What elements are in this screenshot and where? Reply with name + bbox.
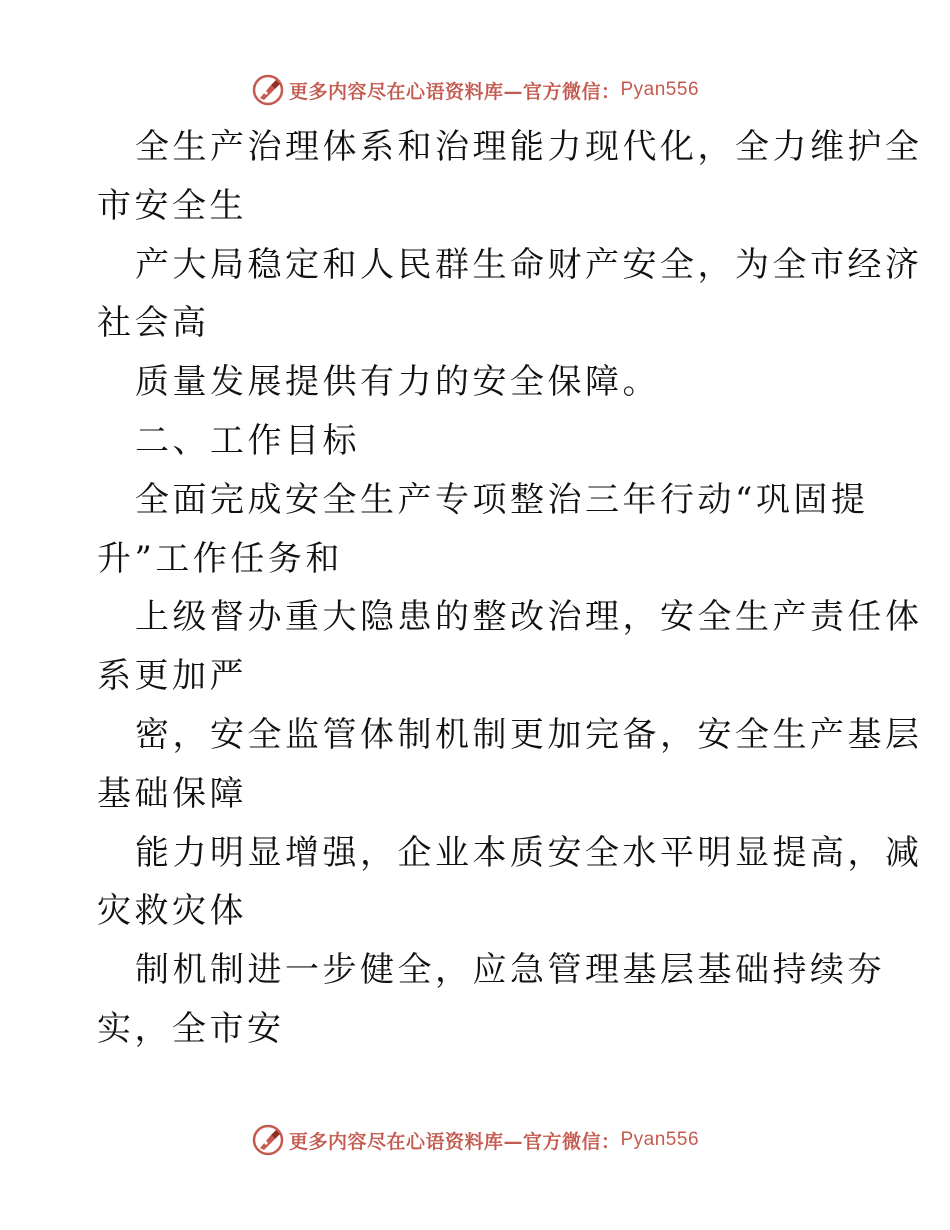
body-line: 灾救灾体 — [97, 891, 247, 932]
footer-banner — [0, 1120, 950, 1160]
body-line: 产大局稳定和人民群生命财产安全，为全市经济 — [135, 244, 923, 285]
body-line: 升”工作任务和 — [97, 538, 343, 579]
pen-nib-logo-icon — [251, 73, 285, 107]
header-banner — [0, 70, 950, 110]
pen-nib-logo-icon — [251, 1123, 285, 1157]
body-line: 质量发展提供有力的安全保障。 — [135, 362, 660, 403]
body-line: 全生产治理体系和治理能力现代化，全力维护全 — [135, 127, 923, 167]
banner-text: 更多内容尽在心语资料库—官方微信： — [288, 1130, 621, 1153]
body-line: 市安全生 — [97, 185, 247, 226]
body-line: 能力明显增强，企业本质安全水平明显提高，减 — [135, 832, 923, 873]
section-heading: 二、工作目标 — [135, 420, 360, 461]
body-line: 上级督办重大隐患的整改治理，安全生产责任体 — [135, 597, 923, 638]
body-line: 实，全市安 — [97, 1008, 285, 1049]
body-line: 社会高 — [97, 303, 210, 344]
banner-wechat-id: Pyan556 — [620, 1129, 700, 1150]
body-line: 基础保障 — [97, 773, 247, 814]
banner-wechat-id: Pyan556 — [620, 79, 700, 100]
body-line: 密，安全监管体制机制更加完备，安全生产基层 — [135, 714, 923, 755]
body-line: 全面完成安全生产专项整治三年行动“巩固提 — [135, 479, 869, 520]
body-line: 制机制进一步健全，应急管理基层基础持续夯 — [135, 950, 885, 991]
body-line: 系更加严 — [97, 656, 247, 697]
document-body — [97, 118, 923, 1059]
banner-text: 更多内容尽在心语资料库—官方微信： — [288, 80, 621, 103]
